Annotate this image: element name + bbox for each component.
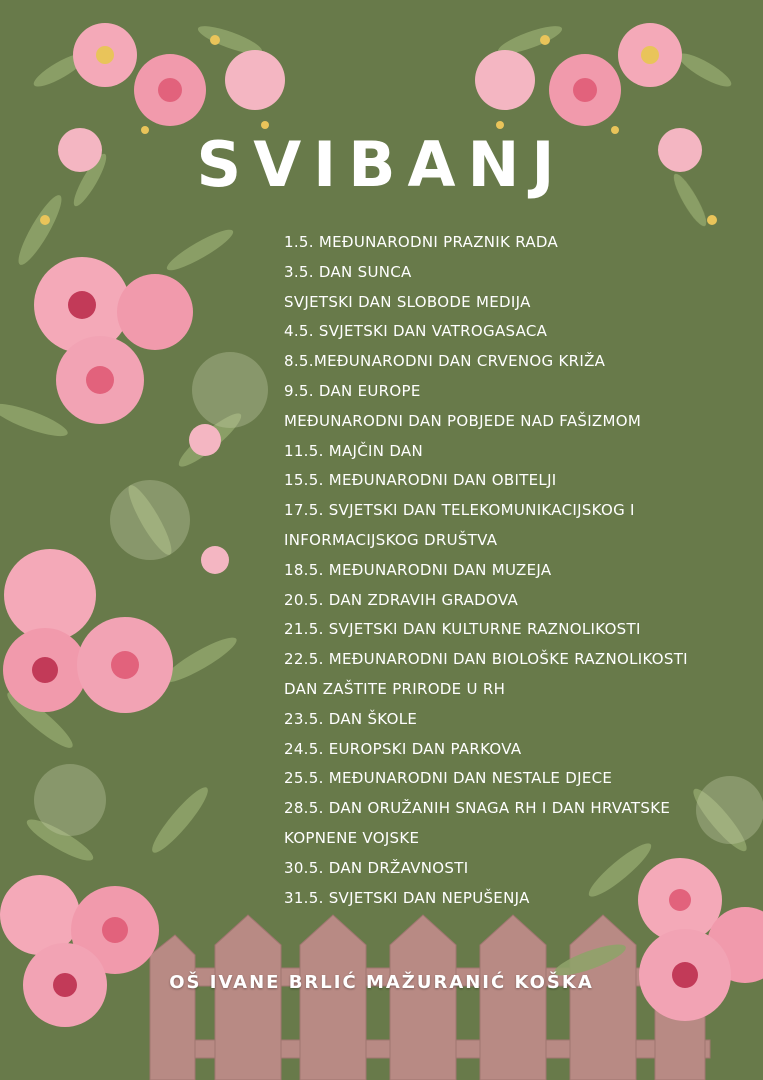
page-title: SVIBANJ — [196, 128, 567, 201]
picket-fence — [150, 915, 710, 1080]
event-line: 23.5. DAN ŠKOLE — [284, 709, 418, 728]
event-line: 30.5. DAN DRŽAVNOSTI — [284, 858, 469, 877]
event-line: 22.5. MEĐUNARODNI DAN BIOLOŠKE RAZNOLIKOSTI — [284, 650, 688, 669]
event-line: MEĐUNARODNI DAN POBJEDE NAD FAŠIZMOM — [284, 411, 642, 430]
event-line: 8.5.MEĐUNARODNI DAN CRVENOG KRIŽA — [284, 352, 606, 371]
event-line: 20.5. DAN ZDRAVIH GRADOVA — [284, 590, 519, 609]
event-line: KOPNENE VOJSKE — [284, 828, 420, 847]
event-line: 31.5. SVJETSKI DAN NEPUŠENJA — [284, 888, 530, 907]
event-line: 15.5. MEĐUNARODNI DAN OBITELJI — [284, 471, 557, 490]
event-line: 21.5. SVJETSKI DAN KULTURNE RAZNOLIKOSTI — [284, 620, 641, 639]
event-line: 1.5. MEĐUNARODNI PRAZNIK RADA — [284, 233, 559, 251]
event-line: 3.5. DAN SUNCA — [284, 262, 412, 281]
event-line: 17.5. SVJETSKI DAN TELEKOMUNIKACIJSKOG I — [284, 501, 635, 520]
event-line: 4.5. SVJETSKI DAN VATROGASACA — [284, 322, 548, 341]
event-line: DAN ZAŠTITE PRIRODE U RH — [284, 679, 506, 698]
event-line: 18.5. MEĐUNARODNI DAN MUZEJA — [284, 560, 552, 579]
event-line: INFORMACIJSKOG DRUŠTVA — [284, 530, 498, 549]
event-line: 9.5. DAN EUROPE — [284, 381, 421, 400]
event-line: 24.5. EUROPSKI DAN PARKOVA — [284, 739, 522, 758]
school-name-footer: OŠ IVANE BRLIĆ MAŽURANIĆ KOŠKA — [169, 972, 594, 993]
event-line: 25.5. MEĐUNARODNI DAN NESTALE DJECE — [284, 769, 613, 788]
event-line: 28.5. DAN ORUŽANIH SNAGA RH I DAN HRVATSKE — [284, 799, 671, 818]
event-line: 11.5. MAJČIN DAN — [284, 441, 424, 460]
event-line: SVJETSKI DAN SLOBODE MEDIJA — [284, 292, 531, 311]
events-list — [284, 228, 754, 913]
